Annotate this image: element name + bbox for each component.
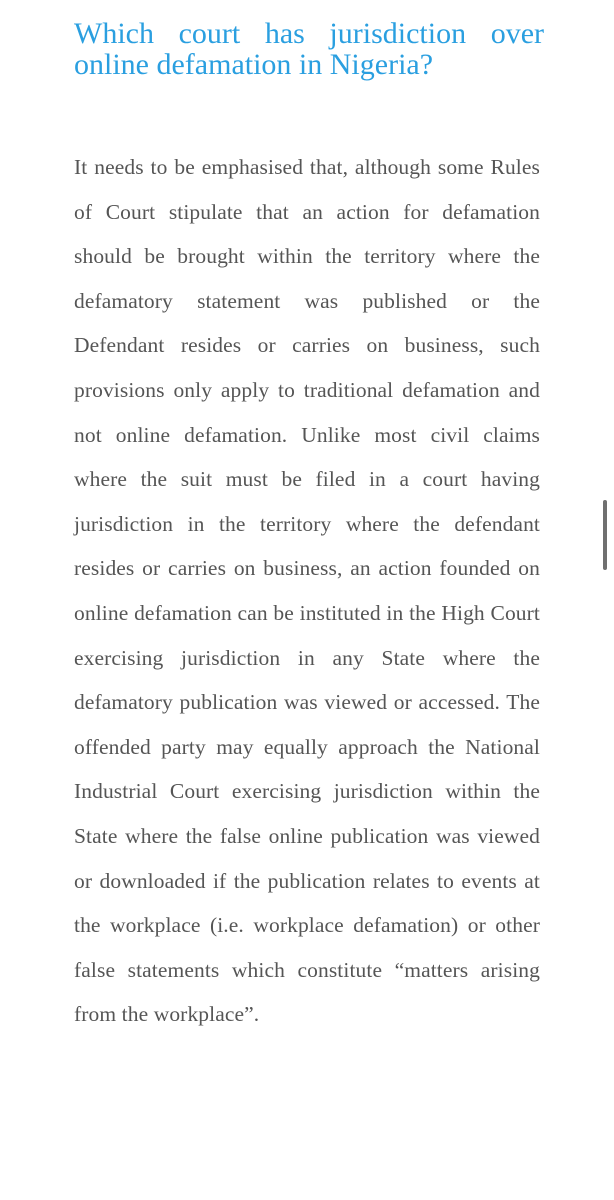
- article-title: Which court has jurisdiction over online defamation in Nigeria?: [74, 17, 544, 81]
- article-body-paragraph: It needs to be emphasised that, although some Rules of Court stipulate that an action for defamation should be brought within the territory where the defamatory statement was published or the Defendant resides or carries on business, such provisions only apply to traditional defamation and not online defamation. Unlike most civil claims where the suit must be filed in a court having jurisdiction in the territory where the defendant resides or carries on business, an action founded on online defamation can be instituted in the High Court exercising jurisdiction in any State where the defamatory publication was viewed or accessed. The offended party may equally approach the National Industrial Court exercising jurisdiction within the State where the false online publication was viewed or downloaded if the publication relates to events at the workplace (i.e. workplace defamation) or other false statements which constitute “matters arising from the workplace”.: [74, 155, 540, 1027]
- scrollbar-thumb[interactable]: [603, 500, 607, 570]
